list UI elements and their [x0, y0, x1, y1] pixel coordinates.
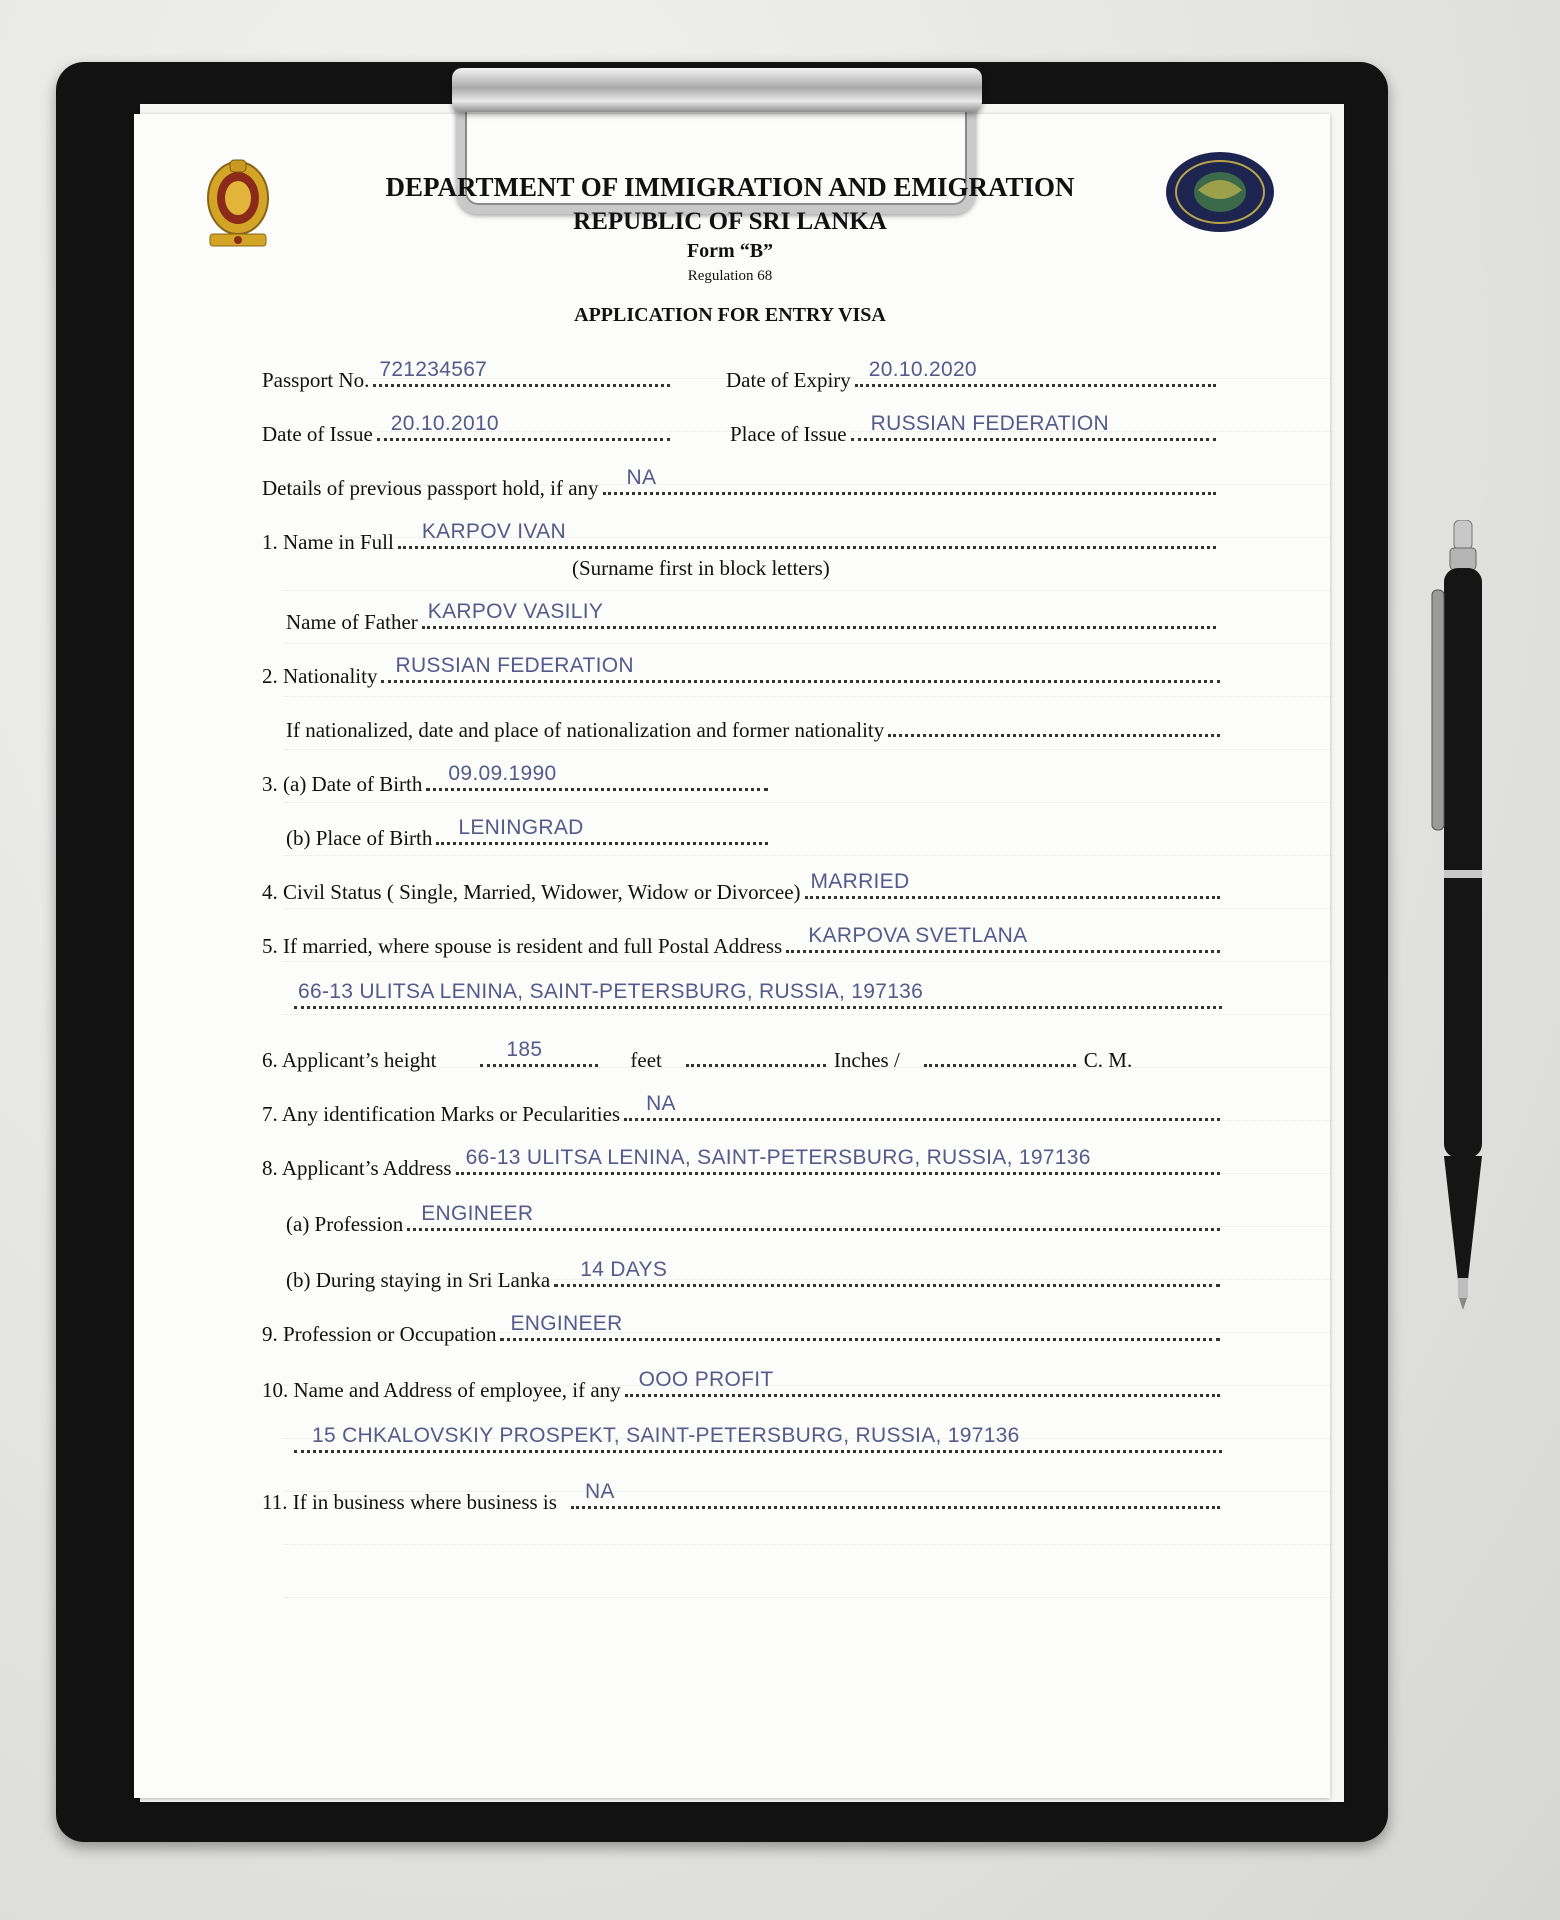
place-of-issue-field[interactable]: RUSSIAN FEDERATION — [851, 416, 1216, 441]
date-of-issue-field[interactable]: 20.10.2010 — [377, 416, 670, 441]
spouse-field[interactable]: KARPOVA SVETLANA — [786, 928, 1220, 953]
date-of-issue-row: Date of Issue 20.10.2010 — [262, 416, 672, 447]
applicant-address-field[interactable]: 66-13 ULITSA LENINA, SAINT-PETERSBURG, RUSSIA, 197136 — [456, 1150, 1220, 1175]
business-field[interactable]: NA — [571, 1484, 1220, 1509]
date-of-birth-row: 3. (a) Date of Birth 09.09.1990 — [262, 766, 770, 797]
date-of-expiry-field[interactable]: 20.10.2020 — [855, 362, 1216, 387]
employer-address-row — [294, 1424, 1224, 1453]
identification-marks-field[interactable]: NA — [624, 1096, 1220, 1121]
nationalized-field[interactable] — [888, 712, 1220, 737]
employer-address-field[interactable]: 15 CHKALOVSKIY PROSPEKT, SAINT-PETERSBURG, RUSSIA, 197136 — [294, 1428, 1222, 1453]
passport-no-row: Passport No. 721234567 — [262, 362, 672, 393]
spouse-row: 5. If married, where spouse is resident and full Postal Address KARPOVA SVETLANA — [262, 928, 1222, 959]
employer-field[interactable]: OOO PROFIT — [625, 1372, 1220, 1397]
place-of-issue-row: Place of Issue RUSSIAN FEDERATION — [730, 416, 1218, 447]
place-of-birth-row: (b) Place of Birth LENINGRAD — [286, 820, 770, 851]
applicant-address-row: 8. Applicant’s Address 66-13 ULITSA LENINA, SAINT-PETERSBURG, RUSSIA, 197136 — [262, 1150, 1222, 1181]
spouse-address-field[interactable]: 66-13 ULITSA LENINA, SAINT-PETERSBURG, RUSSIA, 197136 — [294, 984, 1222, 1009]
nationalized-row: If nationalized, date and place of nationalization and former nationality — [286, 712, 1222, 743]
height-cm-field[interactable] — [924, 1042, 1076, 1067]
country-title: REPUBLIC OF SRI LANKA — [573, 208, 887, 235]
nationality-row: 2. Nationality RUSSIAN FEDERATION — [262, 658, 1222, 689]
passport-no-field[interactable]: 721234567 — [373, 362, 670, 387]
staying-row: (b) During staying in Sri Lanka 14 DAYS — [286, 1262, 1222, 1293]
name-in-full-field[interactable]: KARPOV IVAN — [398, 524, 1216, 549]
form-label: Form “B” — [686, 240, 774, 262]
height-feet-field[interactable]: 185 — [480, 1042, 598, 1067]
department-title: DEPARTMENT OF IMMIGRATION AND EMIGRATION — [385, 172, 1075, 202]
business-row: 11. If in business where business is NA — [262, 1484, 1222, 1515]
identification-marks-row: 7. Any identification Marks or Pecularities NA — [262, 1096, 1222, 1127]
civil-status-field[interactable]: MARRIED — [805, 874, 1220, 899]
employer-row: 10. Name and Address of employee, if any OOO PROFIT — [262, 1372, 1222, 1403]
regulation-label: Regulation 68 — [687, 268, 773, 284]
name-in-full-row: 1. Name in Full KARPOV IVAN — [262, 524, 1218, 555]
nationality-field[interactable]: RUSSIAN FEDERATION — [381, 658, 1220, 683]
staying-field[interactable]: 14 DAYS — [554, 1262, 1220, 1287]
civil-status-row: 4. Civil Status ( Single, Married, Widower, Widow or Divorcee) MARRIED — [262, 874, 1222, 905]
date-of-expiry-row: Date of Expiry 20.10.2020 — [726, 362, 1218, 393]
occupation-field[interactable]: ENGINEER — [500, 1316, 1220, 1341]
profession-field[interactable]: ENGINEER — [407, 1206, 1220, 1231]
height-inches-field[interactable] — [686, 1042, 826, 1067]
name-note: (Surname first in block letters) — [572, 556, 830, 580]
height-row: 6. Applicant’s height 185 feet Inches / C. M. — [262, 1038, 1133, 1072]
name-of-father-row: Name of Father KARPOV VASILIY — [286, 604, 1218, 635]
date-of-birth-field[interactable]: 09.09.1990 — [426, 766, 768, 791]
occupation-row: 9. Profession or Occupation ENGINEER — [262, 1316, 1222, 1347]
spouse-address-row — [294, 980, 1224, 1009]
place-of-birth-field[interactable]: LENINGRAD — [436, 820, 768, 845]
previous-passport-row: Details of previous passport hold, if any NA — [262, 470, 1218, 501]
form-title: APPLICATION FOR ENTRY VISA — [574, 304, 886, 326]
previous-passport-field[interactable]: NA — [603, 470, 1216, 495]
name-of-father-field[interactable]: KARPOV VASILIY — [422, 604, 1216, 629]
profession-row: (a) Profession ENGINEER — [286, 1206, 1222, 1237]
